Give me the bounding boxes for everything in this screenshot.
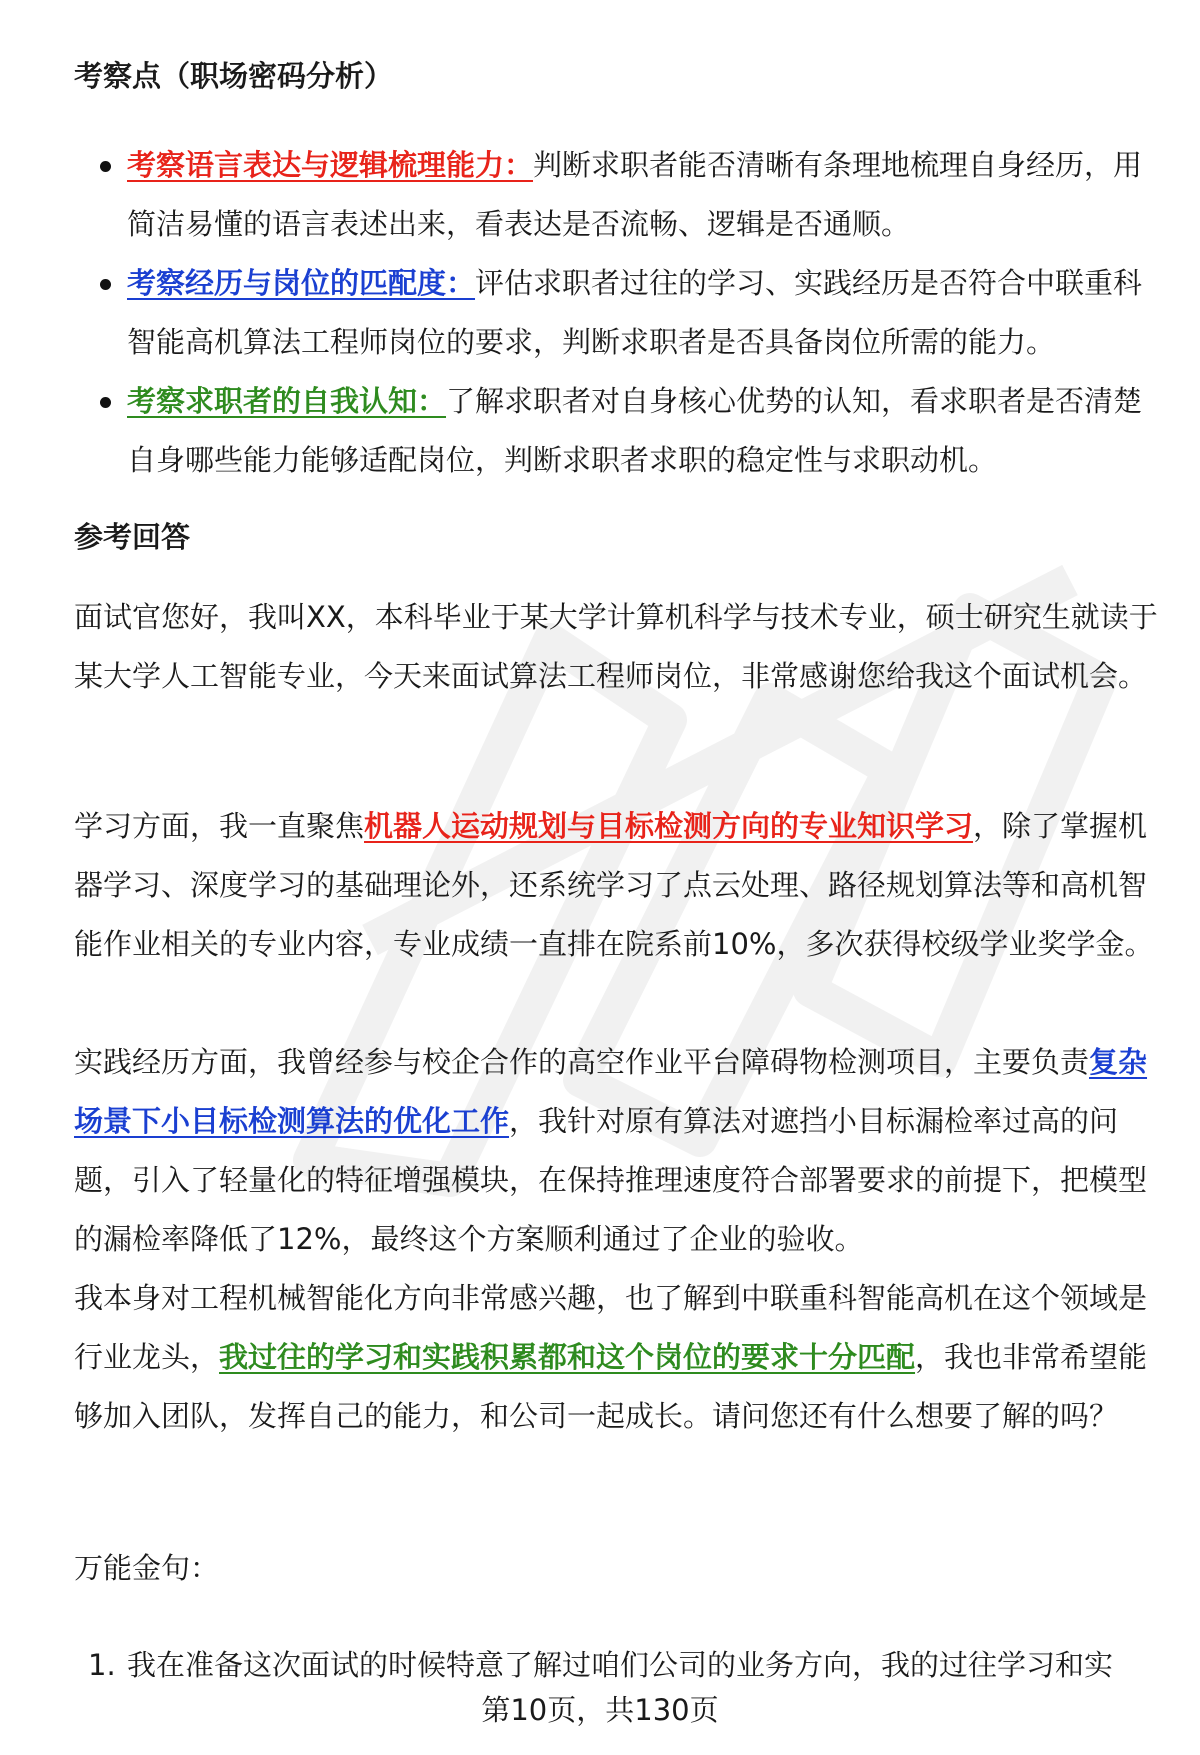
paragraph-text: ，除了掌握机器学习、深度学习的基础理论外，还系统学习了点云处理、路径规划算法等和高机智能作业相关的专业内容，专业成绩一直排在院系前10%，多次获得校级学业奖学金。 (74, 809, 1154, 961)
section-heading-phrases: 万能金句： (74, 1551, 220, 1585)
list-item-keyword: 考察语言表达与逻辑梳理能力： (127, 148, 534, 182)
list-item (74, 254, 1154, 372)
list-item-text: 评估求职者过往的学习、实践经历是否符合中联重科智能高机算法工程师岗位的要求，判断求职者是否具备岗位所需的能力。 (127, 266, 1143, 359)
paragraph-highlight: 机器人运动规划与目标检测方向的专业知识学习 (364, 809, 974, 843)
paragraph-highlight: 复杂场景下小目标检测算法的优化工作 (74, 1045, 1148, 1138)
list-item-text: 我在准备这次面试的时候特意了解过咱们公司的业务方向，我的过往学习和实 (127, 1648, 1114, 1682)
paragraph-text: ，我也非常希望能够加入团队，发挥自己的能力，和公司一起成长。请问您还有什么想要了解的吗？ (74, 1340, 1148, 1433)
list-item-keyword: 考察经历与岗位的匹配度： (127, 266, 476, 300)
list-item (74, 372, 1154, 490)
section-heading-analysis: 考察点（职场密码分析） (74, 59, 394, 93)
list-item (74, 136, 1154, 254)
section-heading-answer: 参考回答 (74, 520, 191, 554)
list-item (74, 1636, 1160, 1695)
answer-paragraph-motivation (74, 1269, 1160, 1446)
answer-paragraph-practice (74, 1033, 1160, 1269)
paragraph-text: ，我针对原有算法对遮挡小目标漏检率过高的问题，引入了轻量化的特征增强模块，在保持推理速度符合部署要求的前提下，把模型的漏检率降低了12%，最终这个方案顺利通过了企业的验收。 (74, 1104, 1148, 1256)
analysis-list (74, 136, 1154, 490)
answer-paragraph-intro: 面试官您好，我叫XX，本科毕业于某大学计算机科学与技术专业，硕士研究生就读于某大学人工智能专业，今天来面试算法工程师岗位，非常感谢您给我这个面试机会。 (74, 600, 1158, 693)
list-item-text: 判断求职者能否清晰有条理地梳理自身经历，用简洁易懂的语言表述出来，看表达是否流畅、逻辑是否通顺。 (127, 148, 1143, 241)
list-item-text: 了解求职者对自身核心优势的认知，看求职者是否清楚自身哪些能力能够适配岗位，判断求职者求职的稳定性与求职动机。 (127, 384, 1143, 477)
paragraph-highlight: 我过往的学习和实践积累都和这个岗位的要求十分匹配 (219, 1340, 916, 1374)
paragraph-text: 学习方面，我一直聚焦 (74, 809, 365, 843)
page-number: 第10页，共130页 (481, 1693, 719, 1727)
paragraph-text: 实践经历方面，我曾经参与校企合作的高空作业平台障碍物检测项目，主要负责 (74, 1045, 1090, 1079)
list-item-keyword: 考察求职者的自我认知： (127, 384, 447, 418)
paragraph-text: 我本身对工程机械智能化方向非常感兴趣，也了解到中联重科智能高机在这个领域是行业龙头， (74, 1281, 1148, 1374)
phrases-list (74, 1636, 1160, 1695)
list-item-number: 1. (88, 1648, 116, 1682)
answer-paragraph-study (74, 797, 1160, 974)
